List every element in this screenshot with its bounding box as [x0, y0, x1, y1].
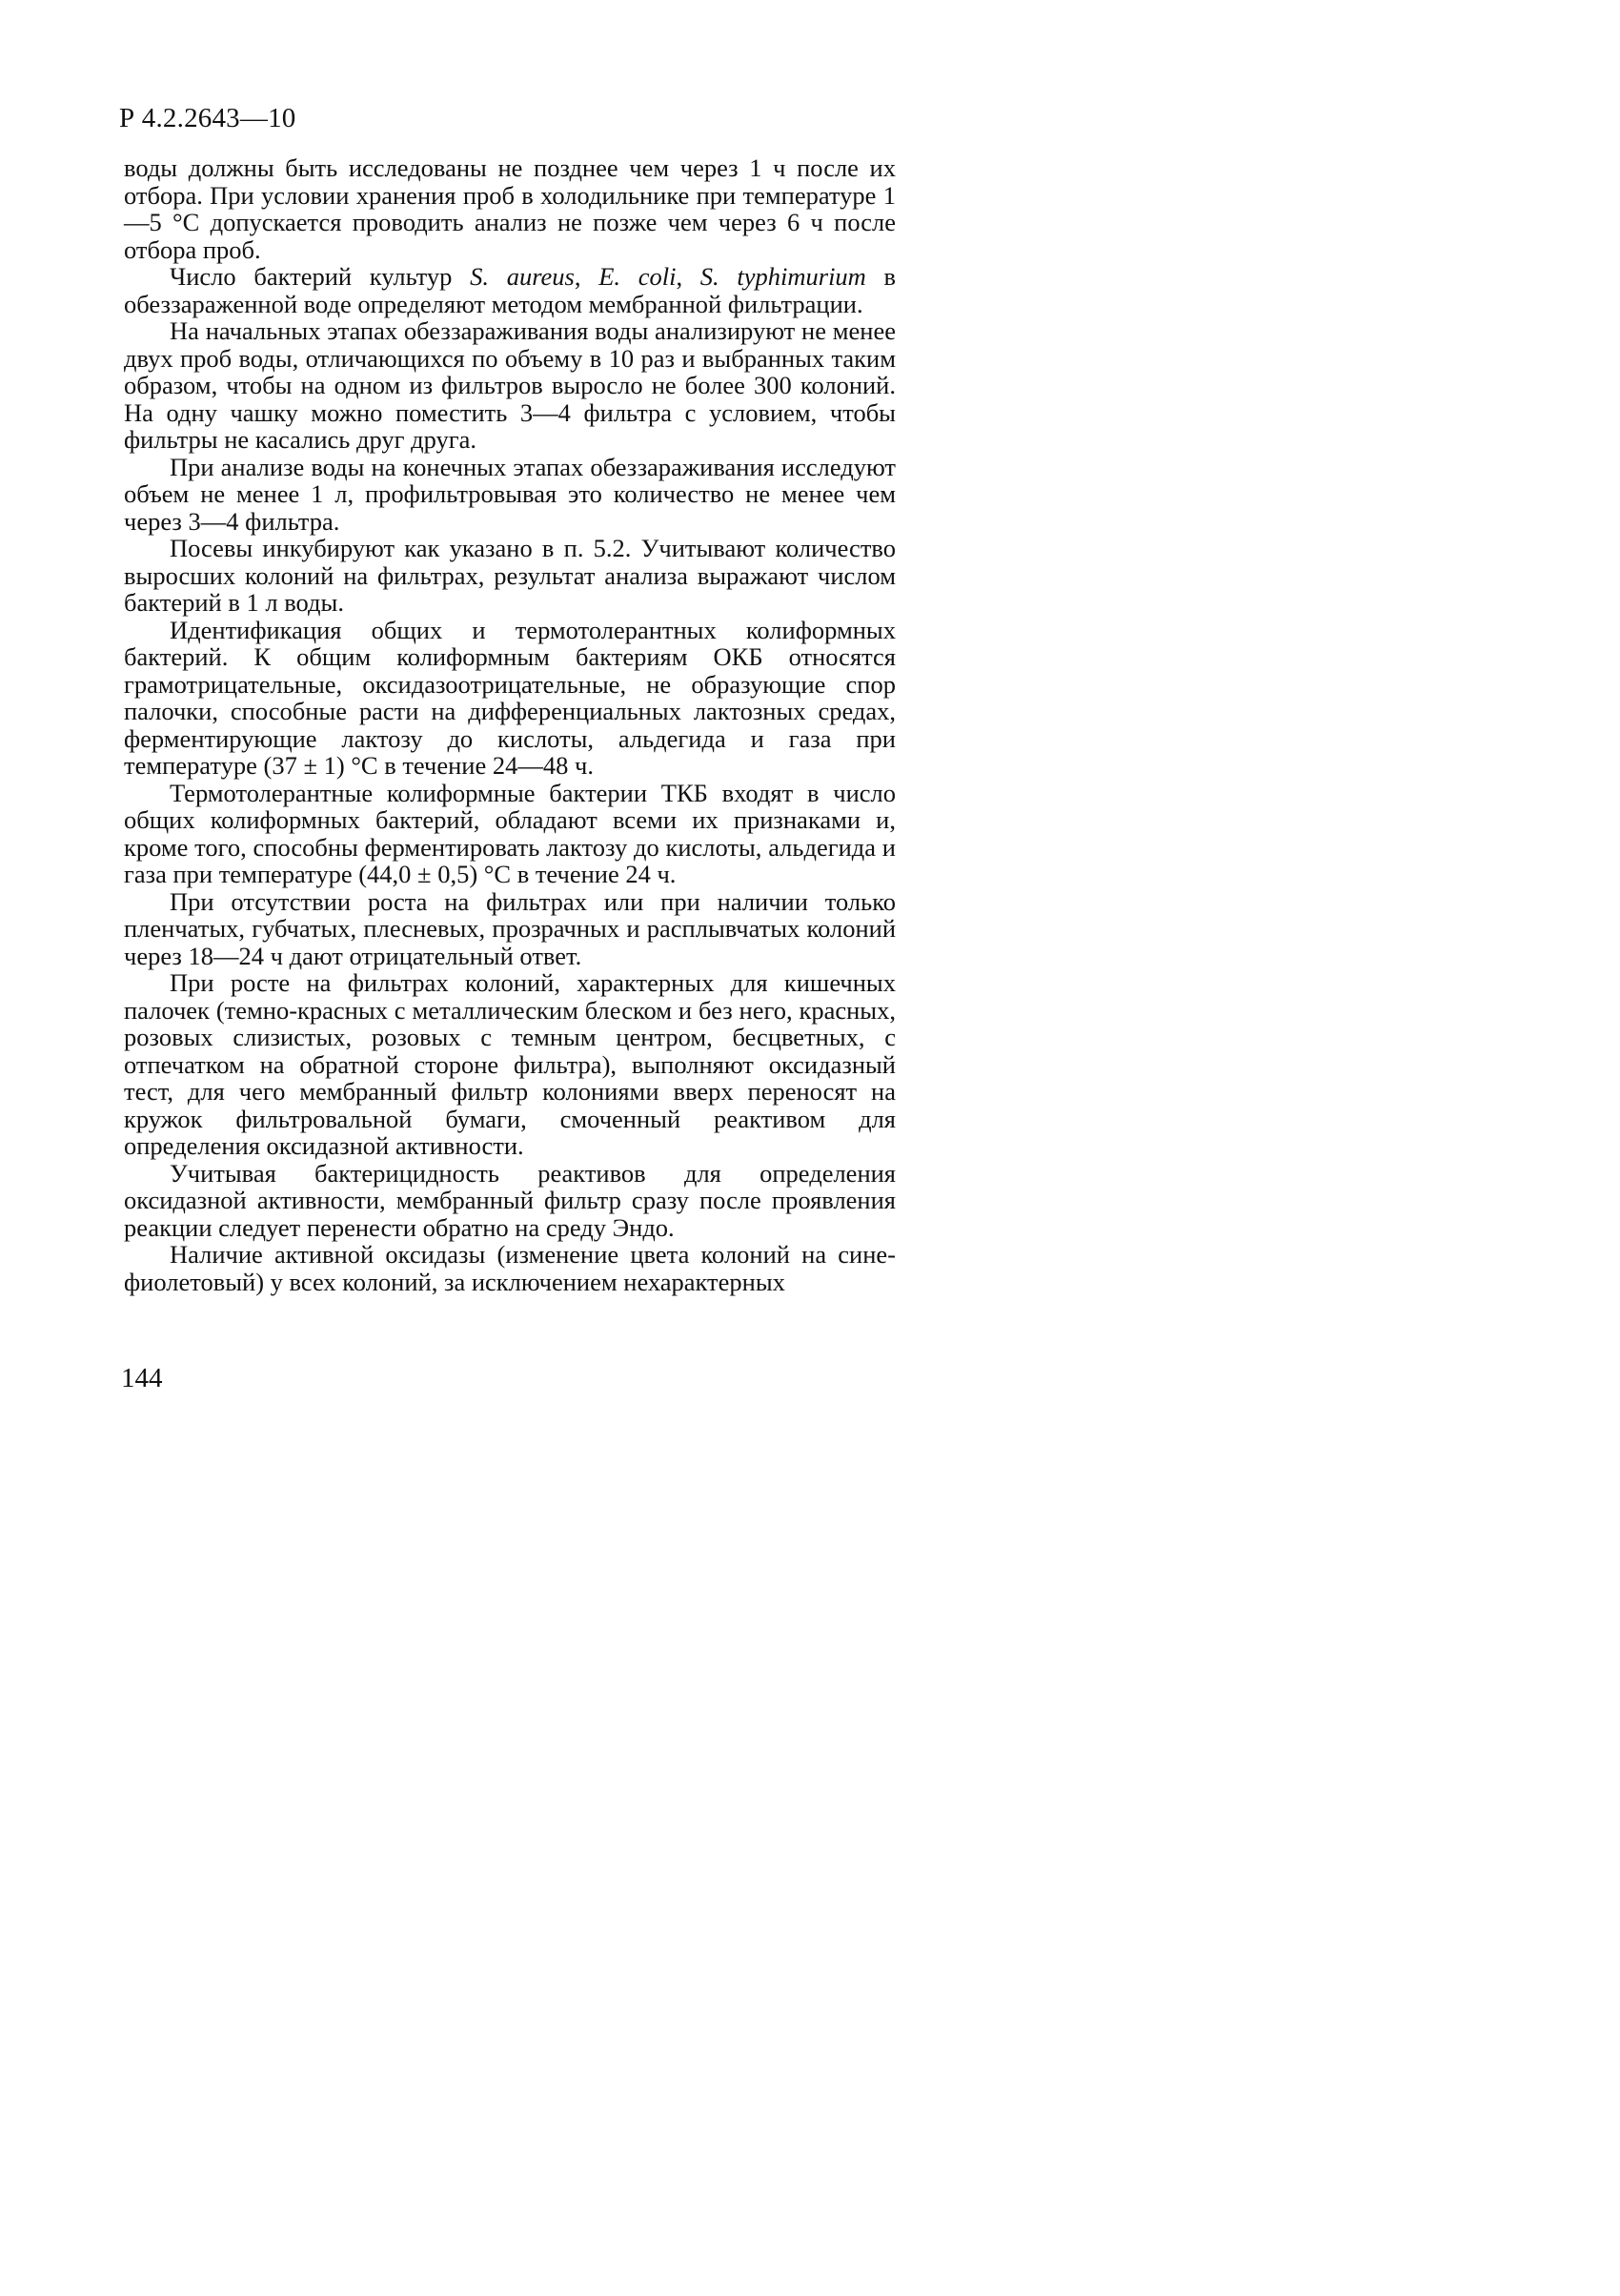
paragraph [124, 617, 896, 780]
text-run: Наличие активной оксидазы (изменение цвета колоний на сине-фиолетовый) у всех колоний, за исключением нехарактерных [124, 1240, 896, 1296]
document-code-header: Р 4.2.2643—10 [119, 103, 296, 133]
text-run: Число бактерий культур [170, 262, 471, 291]
text-run: Термотолерантные колиформные бактерии ТКБ входят в число общих колиформных бактерий, обладают всеми их признаками и, кроме того, способны ферментировать лактозу до кислоты, альдегида и газа при температуре (44,0 ± 0,5) °С в течение 24 ч. [124, 778, 896, 888]
text-run: При отсутствии роста на фильтрах или при наличии только пленчатых, губчатых, плесневых, прозрачных и расплывчатых колоний через 18—24 ч дают отрицательный ответ. [124, 886, 896, 970]
paragraph [124, 1160, 896, 1242]
page-number: 144 [121, 1363, 163, 1393]
paragraph [124, 317, 896, 454]
text-run: , [676, 262, 700, 291]
text-run: , [574, 262, 599, 291]
paragraph [124, 535, 896, 617]
text-run: воды должны быть исследованы не позднее чем через 1 ч после их отбора. При условии хранения проб в холодильнике при температуре 1—5 °С допускается проводить анализ не позже чем через 6 ч после отбора проб. [124, 153, 896, 264]
paragraph [124, 969, 896, 1160]
italic-term: S. typhimurium [699, 262, 866, 291]
document-page [0, 0, 1048, 1486]
paragraph [124, 888, 896, 970]
text-run: Посевы инкубируют как указано в п. 5.2. Учитывают количество выросших колоний на фильтрах, результат анализа выражают числом бактерий в 1 л воды. [124, 534, 896, 617]
text-run: Идентификация общих и термотолерантных колиформных бактерий. К общим колиформным бактериям ОКБ относятся грамотрицательные, оксидазоотрицательные, не образующие спор палочки, способные расти на дифференциальных лактозных средах, ферментирующие лактозу до кислоты, альдегида и газа при температуре (37 ± 1) °С в течение 24—48 ч. [124, 615, 896, 780]
paragraph [124, 154, 896, 263]
italic-term: S. aureus [470, 262, 575, 291]
italic-term: E. coli [598, 262, 677, 291]
text-run: На начальных этапах обеззараживания воды анализируют не менее двух проб воды, отличающихся по объему в 10 раз и выбранных таким образом, чтобы на одном из фильтров выросло не более 300 колоний. На одну чашку можно поместить 3—4 фильтра с условием, чтобы фильтры не касались друг друга. [124, 316, 896, 454]
paragraph [124, 263, 896, 317]
paragraph [124, 454, 896, 536]
paragraph [124, 780, 896, 888]
text-run: При анализе воды на конечных этапах обеззараживания исследуют объем не менее 1 л, профильтровывая это количество не менее чем через 3—4 фильтра. [124, 452, 896, 536]
body-text [124, 154, 896, 1295]
paragraph [124, 1241, 896, 1295]
text-run: Учитывая бактерицидность реактивов для определения оксидазной активности, мембранный фильтр сразу после проявления реакции следует перенести обратно на среду Эндо. [124, 1158, 896, 1242]
text-run: в обеззараженной воде определяют методом мембранной фильтрации. [124, 262, 897, 318]
text-run: При росте на фильтрах колоний, характерных для кишечных палочек (темно-красных с металлическим блеском и без него, красных, розовых слизистых, розовых с темным центром, бесцветных, с отпечатком на обратной стороне фильтра), выполняют оксидазный тест, для чего мембранный фильтр колониями вверх переносят на кружок фильтровальной бумаги, смоченный реактивом для определения оксидазной активности. [124, 968, 896, 1160]
